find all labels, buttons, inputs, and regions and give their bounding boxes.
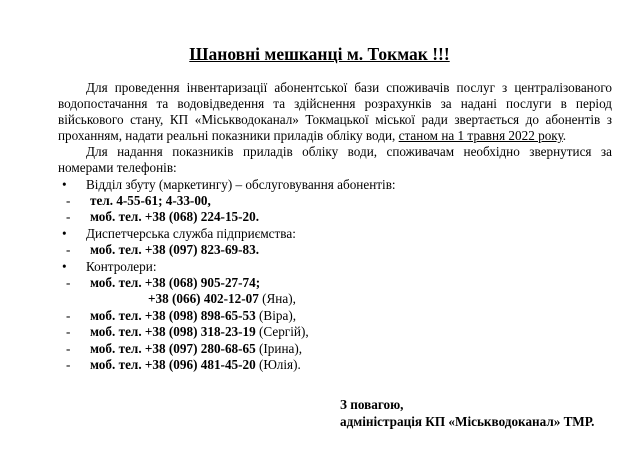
phone-number: +38 (066) 402-12-07 [148, 291, 259, 306]
phone-number: моб. тел. +38 (097) 823-69-83. [90, 242, 260, 257]
paragraph-line: номерами телефонів: [58, 160, 177, 175]
page-title: Шановні мешканці м. Токмак !!! [189, 44, 450, 64]
paragraph-line: Для проведення інвентаризації абонентської бази споживачів послуг з централізованого [86, 80, 612, 95]
paragraph-line: Для надання показників приладів обліку води, споживачам необхідно звернутися за [86, 144, 612, 159]
paragraph-line [58, 128, 612, 144]
phone-entry [90, 275, 260, 291]
section-heading: Контролери: [86, 259, 157, 274]
contact-name: (Яна), [258, 291, 296, 306]
text: . [562, 128, 567, 143]
phone-entry [148, 291, 296, 307]
dash-marker: - [66, 341, 71, 356]
phone-number: тел. 4-55-61; 4-33-00, [90, 193, 211, 208]
phone-entry [90, 193, 211, 209]
phone-number: моб. тел. +38 (068) 905-27-74; [90, 275, 261, 290]
phone-entry [90, 357, 301, 373]
contact-name: (Віра), [255, 308, 297, 323]
dash-marker: - [66, 193, 71, 208]
section-heading: Диспетчерська служба підприємства: [86, 226, 296, 241]
bullet-icon: • [62, 226, 67, 241]
phone-number: моб. тел. +38 (098) 898-65-53 [90, 308, 256, 323]
contact-name: (Сергій), [255, 324, 309, 339]
contact-name: (Юлія). [255, 357, 301, 372]
phone-number: моб. тел. +38 (068) 224-15-20. [90, 209, 260, 224]
dash-marker: - [66, 324, 71, 339]
dash-marker: - [66, 209, 71, 224]
dash-marker: - [66, 275, 71, 290]
dash-marker: - [66, 242, 71, 257]
paragraph-line: водопостачання та водовідведення та здійснення розрахунків за надані послуги в період [58, 96, 612, 111]
phone-entry [90, 324, 309, 340]
bullet-icon: • [62, 259, 67, 274]
date-emphasis: станом на 1 травня 2022 року [398, 128, 563, 143]
signature-greeting: З повагою, [340, 397, 404, 412]
signature-org: адміністрація КП «Міськводоканал» ТМР. [340, 414, 595, 429]
phone-number: моб. тел. +38 (097) 280-68-65 [90, 341, 256, 356]
paragraph-line: військового стану, КП «Міськводоканал» Токмацької міської ради звертається до абонентів з [58, 112, 612, 127]
phone-number: моб. тел. +38 (096) 481-45-20 [90, 357, 256, 372]
dash-marker: - [66, 357, 71, 372]
phone-entry [90, 242, 259, 258]
phone-entry [90, 209, 259, 225]
section-heading: Відділ збуту (маркетингу) – обслуговування абонентів: [86, 177, 396, 192]
text: проханням, надати реальні показники приладів обліку води, [58, 128, 399, 143]
phone-number: моб. тел. +38 (098) 318-23-19 [90, 324, 256, 339]
phone-entry [90, 308, 296, 324]
contact-name: (Ірина), [255, 341, 303, 356]
phone-entry [90, 341, 302, 357]
dash-marker: - [66, 308, 71, 323]
bullet-icon: • [62, 177, 67, 192]
